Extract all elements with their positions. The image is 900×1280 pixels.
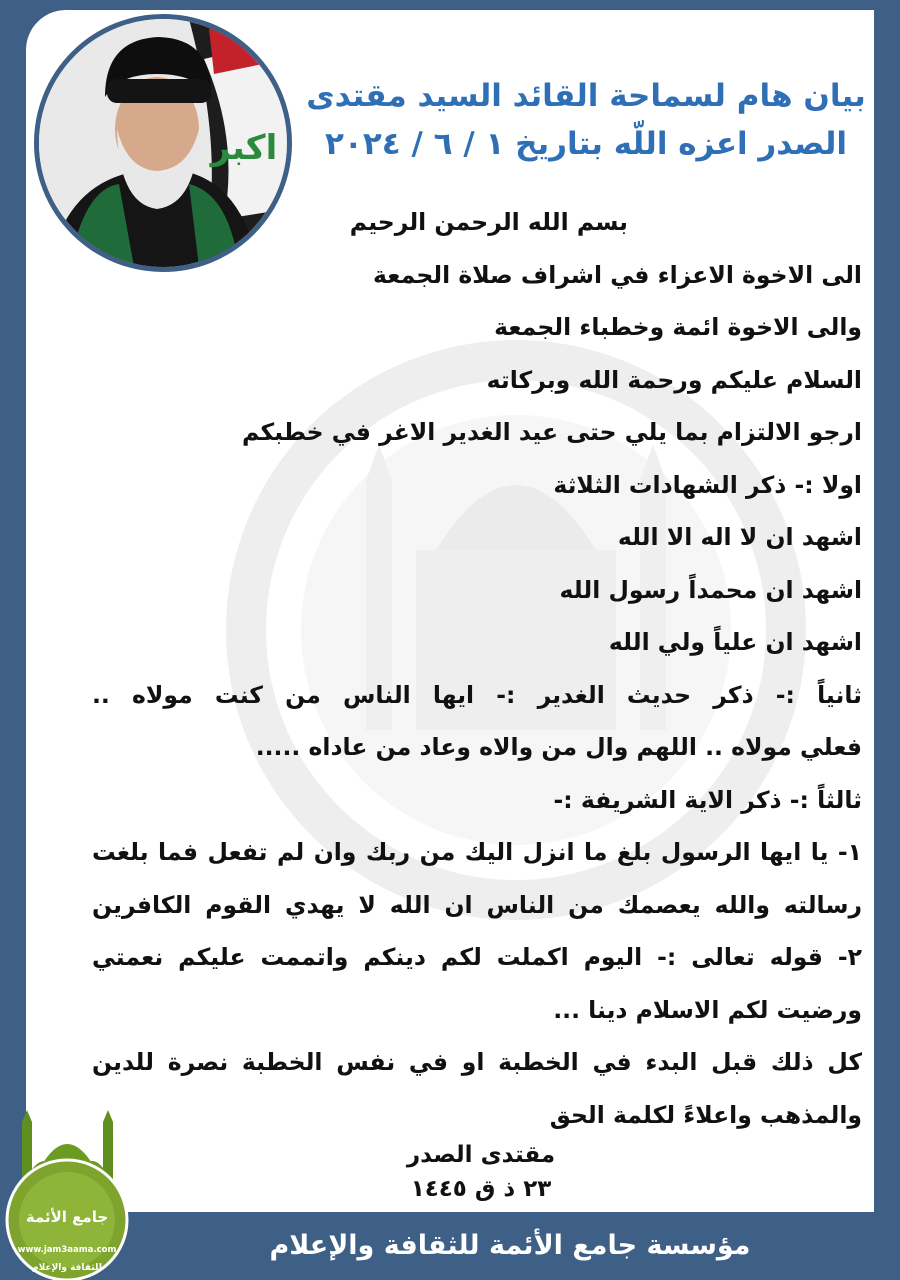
logo-tagline: للثقافة والإعلام [31, 1263, 103, 1273]
footer-organization-name: مؤسسة جامع الأئمة للثقافة والإعلام [269, 1230, 751, 1261]
body-line: اشهد ان محمداً رسول الله [559, 575, 862, 604]
logo-url: www.jam3aama.com [17, 1245, 117, 1255]
basmala-line: بسم الله الرحمن الرحيم [349, 208, 628, 236]
logo-title: جامع الأئمة [25, 1208, 109, 1226]
body-line: ثالثاً :- ذكر الاية الشريفة :- [553, 785, 862, 814]
signature-name: مقتدى الصدر [406, 1142, 556, 1168]
body-line: فعلي مولاه .. اللهم وال من والاه وعاد من عاداه ..... [255, 733, 862, 761]
signature-block [356, 1138, 606, 1206]
svg-text:اكبر: اكبر [210, 128, 278, 168]
body-line: ثانياً :- ذكر حديث الغدير :- ايها الناس من كنت مولاه .. [92, 680, 862, 709]
body-line: الى الاخوة الاعزاء في اشراف صلاة الجمعة [373, 260, 862, 289]
body-line: اشهد ان علياً ولي الله [608, 628, 862, 656]
signature-date: ٢٣ ذ ق ١٤٤٥ [410, 1176, 552, 1202]
body-line: والمذهب واعلاءً لكلمة الحق [549, 1100, 862, 1129]
body-line: ورضيت لكم الاسلام دينا ... [553, 995, 862, 1024]
body-line: اشهد ان لا اله الا الله [617, 523, 862, 551]
jam3aama-mosque-logo [0, 1110, 135, 1280]
body-line: كل ذلك قبل البدء في الخطبة او في نفس الخطبة نصرة للدين [92, 1048, 862, 1076]
body-line: ارجو الالتزام بما يلي حتى عيد الغدير الاغر في خطبكم [242, 418, 862, 446]
heading-line-1: بيان هام لسماحة القائد السيد مقتدى [306, 78, 866, 114]
body-line: رسالته والله يعصمك من الناس ان الله لا يهدي القوم الكافرين [92, 890, 862, 919]
heading-line-2: الصدر اعزه اللّه بتاريخ ١ / ٦ / ٢٠٢٤ [325, 126, 847, 162]
statement-paper [26, 10, 874, 1212]
body-line: والى الاخوة ائمة وخطباء الجمعة [494, 313, 862, 341]
body-line: اولا :- ذكر الشهادات الثلاثة [553, 470, 862, 499]
body-line: السلام عليكم ورحمة الله وبركاته [486, 365, 862, 394]
body-line: ٢- قوله تعالى :- اليوم اكملت لكم دينكم واتممت عليكم نعمتي [92, 943, 862, 971]
statement-body [92, 196, 862, 1141]
body-line: ١- يا ايها الرسول بلغ ما انزل اليك من ربك وان لم تفعل فما بلغت [92, 838, 862, 866]
statement-heading [306, 72, 866, 168]
